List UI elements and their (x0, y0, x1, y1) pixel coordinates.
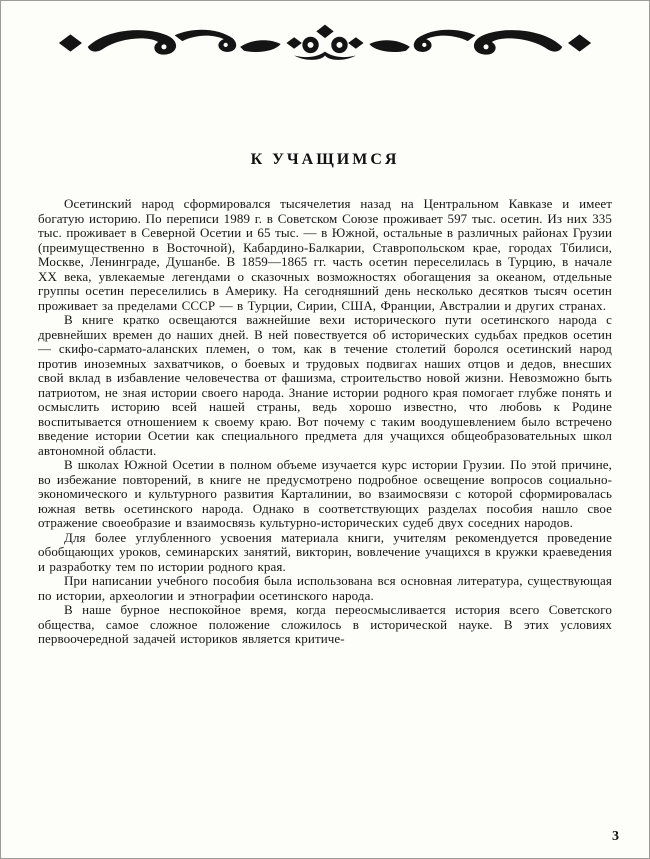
paragraph-4: Для более углубленного усвоения материала книги, учителям рекомендуется проведение обобщающих уроков, семинарских занятий, викторин, вовлечение учащихся в кружки краеведения и разработку тем по истории родного края. (38, 529, 612, 574)
ornament-band (55, 21, 595, 65)
page-title: К УЧАЩИМСЯ (250, 151, 400, 168)
paragraph-3: В школах Южной Осетии в полном объеме изучается курс истории Грузии. По этой причине, во избежание повторений, в книге не предусмотрено подробное освещение вопросов социально-экономического и культурного развития Карталинии, во взаимосвязи с которой сформировалась южная ветвь осетинского народа. Однако в соответствующих разделах пособия нашло свое отражение своеобразие и взаимосвязь культурно-исторических судеб двух соседних народов. (38, 457, 612, 530)
paragraph-6: В наше бурное неспокойное время, когда переосмысливается история всего Советского общества, самое сложное положение сложилось в исторической науке. В этих условиях первоочередной задачей историков является критиче- (38, 602, 612, 646)
paragraph-1: Осетинский народ сформировался тысячелетия назад на Центральном Кавказе и имеет богатую историю. По переписи 1989 г. в Советском Союзе проживает 597 тыс. осетин. Из них 335 тыс. проживает в Северной Осетии и 65 тыс. — в Южной, остальные в различных районах Грузии (преимущественно в Восточной), Кабардино-Балкарии, Ставропольском крае, городах Тбилиси, Москве, Ленинграде, Душанбе. В 1859—1865 гг. часть осетин переселилась в Турцию, в начале XX века, увлекаемые легендами о сказочных возможностях обогащения за океаном, отдельные группы осетин переселились в Америку. На сегодняшний день несколько десятков тысяч осетин проживает за пределами СССР — в Турции, Сирии, США, Франции, Австралии и других странах. (38, 196, 612, 313)
body-text (1, 197, 649, 647)
page-number: 3 (612, 829, 619, 844)
paragraph-5: При написании учебного пособия была использована вся основная литература, существующая по истории, археологии и этнографии осетинского народа. (38, 573, 612, 603)
decorative-flourish-icon (55, 21, 595, 65)
paragraph-2: В книге кратко освещаются важнейшие вехи исторического пути осетинского народа с древнейших времен до наших дней. В ней повествуется об исторических судьбах предков осетин — скифо-сармато-аланских племен, о том, как в течение столетий боролся осетинский народ против иноземных захватчиков, о боевых и трудовых подвигах наших отцов и дедов, внесших свой вклад в избавление человечества от фашизма, строительство новой жизни. Невозможно быть патриотом, не зная истории своего народа. Знание истории родного края помогает глубже понять и осмыслить историю всей нашей страны, ведь хорошо известно, что любовь к Родине воспитывается отношением к своему краю. Вот почему с таким воодушевлением было встречено введение истории Осетии как специального предмета для учащихся общеобразовательных школ автономной области. (38, 312, 612, 458)
